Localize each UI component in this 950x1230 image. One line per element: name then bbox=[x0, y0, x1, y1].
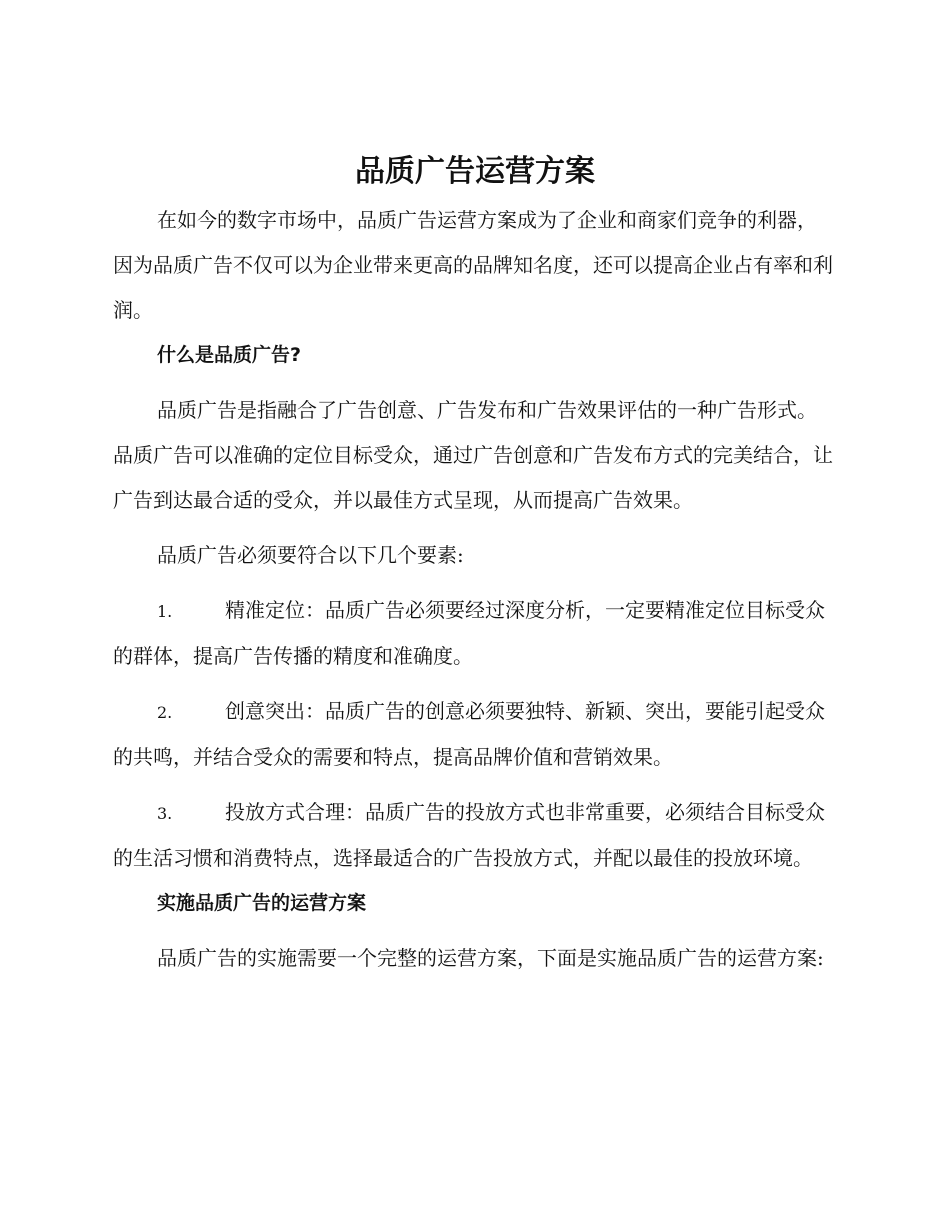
elements-lead: 品质广告必须要符合以下几个要素: bbox=[157, 543, 464, 567]
section-heading-plan: 实施品质广告的运营方案 bbox=[157, 892, 367, 914]
document-body bbox=[113, 198, 833, 981]
document-title: 品质广告运营方案 bbox=[355, 154, 595, 189]
list-item bbox=[113, 689, 833, 780]
intro-paragraph: 在如今的数字市场中，品质广告运营方案成为了企业和商家们竞争的利器，因为品质广告不仅可以为企业带来更高的品牌知名度，还可以提高企业占有率和利润。 bbox=[113, 208, 833, 322]
list-text: 创意突出：品质广告的创意必须要独特、新颖、突出，要能引起受众的共鸣，并结合受众的需要和特点，提高品牌价值和营销效果。 bbox=[113, 699, 825, 769]
list-number: 2. bbox=[157, 703, 173, 722]
list-number: 3. bbox=[157, 804, 173, 823]
list-item bbox=[113, 790, 833, 881]
list-item bbox=[113, 588, 833, 679]
list-text: 精准定位：品质广告必须要经过深度分析，一定要精准定位目标受众的群体，提高广告传播的精度和准确度。 bbox=[113, 598, 825, 668]
definition-paragraph: 品质广告是指融合了广告创意、广告发布和广告效果评估的一种广告形式。品质广告可以准确的定位目标受众，通过广告创意和广告发布方式的完美结合，让广告到达最合适的受众，并以最佳方式呈现，从而提高广告效果。 bbox=[113, 398, 833, 512]
list-number: 1. bbox=[157, 602, 173, 621]
section-heading-what-is: 什么是品质广告? bbox=[157, 344, 302, 366]
plan-paragraph: 品质广告的实施需要一个完整的运营方案，下面是实施品质广告的运营方案: bbox=[157, 946, 824, 970]
list-text: 投放方式合理：品质广告的投放方式也非常重要，必须结合目标受众的生活习惯和消费特点，选择最适合的广告投放方式，并配以最佳的投放环境。 bbox=[113, 800, 825, 870]
